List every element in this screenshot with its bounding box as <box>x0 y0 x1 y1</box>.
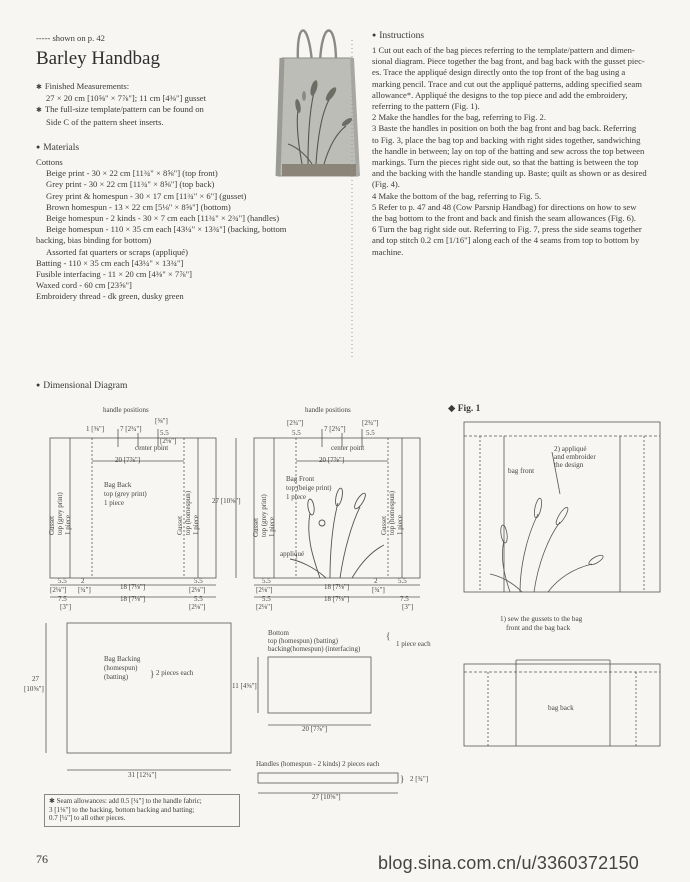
dim-18-front-a: 18 [7⅛"] <box>324 583 350 591</box>
materials-line: Beige homespun - 2 kinds - 30 × 7 cm each [11¾" × 2¾"] (handles) <box>46 213 280 224</box>
instructions-heading: ● Instructions <box>372 31 424 41</box>
svg-text:{: { <box>386 631 391 641</box>
instructions-line: referring to the pattern (Fig. 1). <box>372 101 480 112</box>
bag-back-label-3: 1 piece <box>104 499 125 507</box>
bag-back-label-1: Bag Back <box>104 481 132 489</box>
materials-line: Fusible interfacing - 11 × 20 cm [4⅜" × 7⅞"] <box>36 269 193 280</box>
dim-7-left: 7 [2¾"] <box>120 425 142 433</box>
finished-value: 27 × 20 cm [10⅝" × 7⅞"]; 11 cm [4⅜"] gusset <box>46 93 207 104</box>
instructions-line: es. Trace the appliqué design directly onto the top front of the bag using a <box>372 67 626 78</box>
dim-2-1-8-left: [2⅛"] <box>160 437 177 445</box>
dim-2-1-8-br: [2⅛"] <box>189 586 206 594</box>
gusset-front-right-2: top (homespun) <box>388 490 396 535</box>
backing-width: 31 [12¼"] <box>128 771 157 779</box>
materials-line: Brown homespun - 13 × 22 cm [5⅛" × 8⅝"] (bottom) <box>46 201 231 212</box>
center-point-right: center point <box>331 444 365 452</box>
instructions-line: (Fig. 4). <box>372 179 400 190</box>
watermark-url: blog.sina.com.cn/u/3360372150 <box>378 853 639 873</box>
dim-5-5-right-b: 5.5 <box>366 429 375 437</box>
fig1-bag-back-label: bag back <box>548 704 574 712</box>
dim-3-4-bl: [¾"] <box>78 586 91 594</box>
materials-line: Waxed cord - 60 cm [23⅝"] <box>36 280 132 291</box>
dim-7-right: 7 [2¾"] <box>324 425 346 433</box>
instructions-line: markings. Turn the pieces right side out, so that the batting is between the top <box>372 157 639 168</box>
shown-on-note: ----- shown on p. 42 <box>36 33 105 43</box>
bag-front-label-3: 1 piece <box>286 493 307 501</box>
seam-line: ✱ Seam allowances: add 0.5 [¼"] to the handle fabric; <box>49 797 202 805</box>
fig1-bag-front-label: bag front <box>508 467 535 475</box>
gusset-right-1: Gusset <box>176 515 184 535</box>
instructions-line: to Fig. 3, place the bag top and backing with right sides together, sandwiching <box>372 134 641 145</box>
materials-line: Embroidery thread - dk green, dusky green <box>36 291 184 302</box>
fig1-step1-line1: 1) sew the gussets to the bag <box>500 615 583 623</box>
fig1-diagram <box>460 418 670 748</box>
backing-note: 2 pieces each <box>156 669 194 677</box>
dim-5-5-back-b: 5.5 <box>194 595 203 603</box>
instructions-line: 3 Baste the handles in position on both the bag front and bag back. Referring <box>372 123 637 134</box>
gusset-front-left-3: 1 piece <box>268 516 276 537</box>
dim-18-back-a: 18 [7⅛"] <box>120 583 146 591</box>
dim-2-fr: 2 <box>374 577 378 585</box>
dim-18-front-b: 18 [7⅛"] <box>324 595 350 603</box>
dim-2-1-8-back-b: [2⅛"] <box>189 603 206 611</box>
dim-5-5-bl: 5.5 <box>58 577 67 585</box>
dim-5-5-br: 5.5 <box>194 577 203 585</box>
dim-2-1-8-fl: [2⅛"] <box>256 586 273 594</box>
page-title: Barley Handbag <box>36 48 160 69</box>
dim-3-back: [3"] <box>60 603 72 611</box>
dim-2-1-8-bl: [2⅛"] <box>50 586 67 594</box>
materials-line: Cottons <box>36 157 63 167</box>
bottom-height: 11 [4⅜"] <box>232 682 257 690</box>
materials-list <box>36 157 287 303</box>
fig1-title-text: Fig. 1 <box>457 404 481 414</box>
gusset-right-3: 1 piece <box>192 514 200 535</box>
dim-5-5-fr: 5.5 <box>398 577 407 585</box>
materials-line: Beige homespun - 110 × 35 cm each [43¼" × 13¾"] (backing, bottom <box>46 224 287 235</box>
dim-27: 27 [10⅝"] <box>212 497 241 505</box>
pattern-note-1: ✱ The full-size template/pattern can be found on <box>36 104 206 116</box>
fig1-step2-line3: the design <box>554 461 584 469</box>
dim-3-4-fr: [¾"] <box>372 586 385 594</box>
dim-3-8-left: [⅜"] <box>155 417 168 425</box>
backing-height: 27 <box>32 675 39 683</box>
handle-positions-right: handle positions <box>305 406 351 414</box>
dim-1-left: 1 [⅜"] <box>86 425 105 433</box>
bottom-label-3: backing(homespun) (interfacing) <box>268 645 361 653</box>
backing-height-in: [10⅝"] <box>24 685 44 693</box>
applique-label: appliqué <box>280 550 305 558</box>
gusset-front-right-3: 1 piece <box>396 514 404 535</box>
dim-5-5-right-a: 5.5 <box>292 429 301 437</box>
fig1-step2-line1: 2) appliqué <box>554 445 587 453</box>
materials-line: Beige print - 30 × 22 cm [11¾" × 8⅝"] (top front) <box>46 168 218 179</box>
instructions-line: marking pencil. Trace and cut out the appliqué patterns, adding specified seam <box>372 78 642 89</box>
svg-text:}: } <box>400 774 405 784</box>
instructions-line: 1 Cut out each of the bag pieces referring to the template/pattern and dimen- <box>372 45 635 55</box>
dim-2-1-8-front-b: [2⅛"] <box>256 603 273 611</box>
bag-back-label-2: top (grey print) <box>104 490 147 498</box>
materials-line: Grey print - 30 × 22 cm [11¾" × 8⅝"] (top back) <box>46 179 215 190</box>
materials-line: backing, bias binding for bottom) <box>36 235 152 246</box>
gusset-left-3: 1 piece <box>64 514 72 535</box>
instructions-line: 5 Refer to p. 47 and 48 (Cow Parsnip Handbag) for directions on how to sew <box>372 201 637 212</box>
instructions-list <box>372 45 672 258</box>
pattern-note-2: Side C of the pattern sheet inserts. <box>46 116 164 127</box>
instructions-line: and top stitch 0.2 cm [1/16"] along each of the 4 seams from top to bottom by <box>372 235 640 246</box>
instructions-line: machine. <box>372 246 404 257</box>
dim-20-left: 20 [7⅞"] <box>115 456 141 464</box>
dim-2-bl: 2 <box>81 577 85 585</box>
gusset-right-2: top (homespun) <box>184 490 192 535</box>
seam-allowance-note <box>44 794 240 827</box>
column-divider <box>346 40 358 360</box>
fig1-step2-line2: and embroider <box>554 453 596 461</box>
seam-line: 0.7 [¼"] to all other pieces. <box>49 814 126 822</box>
diagram-heading: ● Dimensional Diagram <box>36 381 127 391</box>
page-number: 76 <box>36 852 48 866</box>
handles-height: 2 [¾"] <box>410 775 429 783</box>
materials-line: Assorted fat quarters or scraps (appliqué) <box>46 246 188 257</box>
dim-5-5-fl: 5.5 <box>262 577 271 585</box>
dim-2-3-4-right-b: [2¾"] <box>362 419 379 427</box>
finished-measurements <box>36 81 206 128</box>
backing-label-1: Bag Backing <box>104 655 141 663</box>
dim-5-5-front-b: 5.5 <box>262 595 271 603</box>
dimensional-diagram <box>0 395 440 835</box>
handles-width: 27 [10⅝"] <box>312 793 341 801</box>
bag-front-label-1: Bag Front <box>286 475 315 483</box>
bag-front-label-2: top (beige print) <box>286 484 332 492</box>
svg-text:}: } <box>150 669 155 679</box>
handle-positions-left: handle positions <box>103 406 149 414</box>
dim-5-5-left: 5.5 <box>160 429 169 437</box>
instructions-line: allowance*. Appliqué the designs to the top piece and add the embroidery, <box>372 89 628 100</box>
instructions-line: 2 Make the handles for the bag, referring to Fig. 2. <box>372 112 546 123</box>
dim-7-5-back: 7.5 <box>58 595 67 603</box>
fig1-step1-line2: front and the bag back <box>506 624 571 632</box>
handles-label: Handles (homespun - 2 kinds) 2 pieces each <box>256 760 380 768</box>
gusset-left-1: Gusset <box>48 515 56 535</box>
backing-label-2: (homespun) <box>104 664 138 672</box>
bottom-label-2: top (homespun) (batting) <box>268 637 338 645</box>
dim-2-3-4-right: [2¾"] <box>287 419 304 427</box>
bottom-label-1: Bottom <box>268 629 290 637</box>
dim-20-right: 20 [7⅞"] <box>319 456 345 464</box>
gusset-front-left-2: top (grey print) <box>260 494 268 537</box>
center-point-left: center point <box>135 444 169 452</box>
bottom-width: 20 [7⅞"] <box>302 725 328 733</box>
dim-3-front: [3"] <box>402 603 414 611</box>
instructions-line: sional diagram. Piece together the bag front, and bag back with the gusset piec- <box>372 56 645 67</box>
dim-7-5-front: 7.5 <box>400 595 409 603</box>
materials-heading: ● Materials <box>36 143 79 154</box>
dim-18-back-b: 18 [7⅛"] <box>120 595 146 603</box>
bottom-note: 1 piece each <box>396 640 431 648</box>
instructions-line: the bag bottom to the front and back and finish the seam allowances (Fig. 6). <box>372 213 636 224</box>
instructions-line: the handle in between; lay on top of the batting and sew across the top between <box>372 145 645 156</box>
backing-label-3: (batting) <box>104 673 129 681</box>
finished-label: ✱ Finished Measurements: <box>36 81 206 93</box>
gusset-left-2: top (grey print) <box>56 492 64 535</box>
instructions-line: 4 Make the bottom of the bag, referring to Fig. 5. <box>372 190 542 201</box>
instructions-line: and the backing with the handle standing up. Baste; quilt as shown or as desired <box>372 168 647 179</box>
gusset-front-left-1: Gusset <box>252 517 260 537</box>
instructions-line: 6 Turn the bag right side out. Referring to Fig. 7, press the side seams together <box>372 224 642 235</box>
seam-line: 3 [1⅛"] to the backing, bottom backing and batting; <box>49 805 195 814</box>
materials-line: Batting - 110 × 35 cm each [43¼" × 13¾"] <box>36 257 184 268</box>
materials-line: Grey print & homespun - 30 × 17 cm [11¾" × 6"] (gusset) <box>46 190 247 201</box>
gusset-front-right-1: Gusset <box>380 515 388 535</box>
fig1-title: ◆ Fig. 1 <box>448 404 481 414</box>
